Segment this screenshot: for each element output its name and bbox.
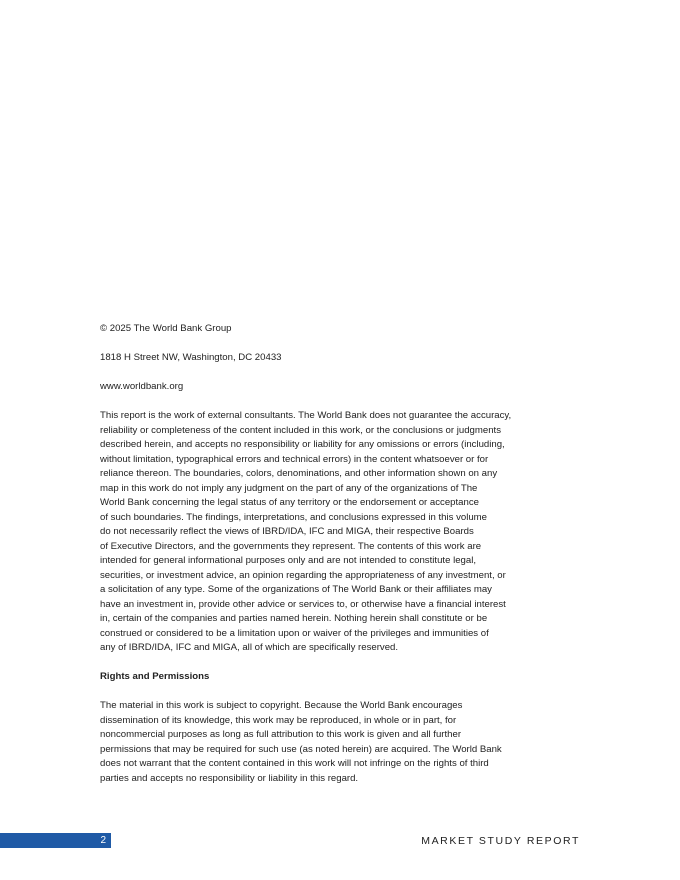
disclaimer-line: described herein, and accepts no responsibility or liability for any omissions or errors (including, <box>100 439 505 450</box>
website-link[interactable]: www.worldbank.org <box>100 381 184 392</box>
disclaimer-paragraph <box>100 409 582 656</box>
disclaimer-line: do not necessarily reflect the views of IBRD/IDA, IFC and MIGA, their respective Boards <box>100 526 474 537</box>
disclaimer-line: a solicitation of any type. Some of the organizations of The World Bank or their affiliates may <box>100 584 492 595</box>
footer-report-title: MARKET STUDY REPORT <box>421 835 580 847</box>
disclaimer-line: reliability or completeness of the content included in this work, or the conclusions or judgments <box>100 424 502 436</box>
disclaimer-line: map in this work do not imply any judgment on the part of any of the organizations of The <box>100 482 478 494</box>
disclaimer-line: This report is the work of external consultants. The World Bank does not guarantee the accuracy, <box>100 410 512 421</box>
disclaimer-line: securities, or investment advice, an opinion regarding the appropriateness of any investment, or <box>100 569 506 581</box>
footer-accent-bar <box>0 833 111 848</box>
disclaimer-line: of such boundaries. The findings, interpretations, and conclusions expressed in this volume <box>100 511 487 523</box>
disclaimer-line: any of IBRD/IDA, IFC and MIGA, all of which are specifically reserved. <box>100 642 399 653</box>
disclaimer-line: in, certain of the companies and parties named herein. Nothing herein shall constitute or be <box>100 613 488 624</box>
copyright-line: © 2025 The World Bank Group <box>100 323 232 334</box>
address-line: 1818 H Street NW, Washington, DC 20433 <box>100 352 282 363</box>
page-number: 2 <box>100 835 106 846</box>
disclaimer-line: intended for general informational purposes only and are not intended to constitute legal, <box>100 555 477 566</box>
rights-line: permissions that may be required for such use (as noted herein) are acquired. The World Bank <box>100 743 502 755</box>
rights-line: parties and accepts no responsibility or liability in this regard. <box>100 772 359 784</box>
rights-heading: Rights and Permissions <box>100 671 210 682</box>
disclaimer-line: World Bank concerning the legal status of any territory or the endorsement or acceptance <box>100 497 479 508</box>
rights-line: does not warrant that the content contained in this work will not infringe on the rights of third <box>100 758 489 769</box>
disclaimer-line: reliance thereon. The boundaries, colors, denominations, and other information shown on any <box>100 468 498 479</box>
disclaimer-line: without limitation, typographical errors and technical errors) in the content whatsoever or for <box>100 453 489 465</box>
disclaimer-line: have an investment in, provide other advice or services to, or otherwise have a financial interest <box>100 598 506 610</box>
rights-line: noncommercial purposes as long as full attribution to this work is given and all further <box>100 729 462 740</box>
disclaimer-line: construed or considered to be a limitation upon or waiver of the privileges and immunities of <box>100 627 489 639</box>
disclaimer-line: of Executive Directors, and the governments they represent. The contents of this work are <box>100 540 482 552</box>
rights-paragraph <box>100 699 582 786</box>
rights-line: dissemination of its knowledge, this work may be reproduced, in whole or in part, for <box>100 714 457 726</box>
copyright-page-content <box>100 322 582 801</box>
rights-line: The material in this work is subject to copyright. Because the World Bank encourages <box>100 700 463 711</box>
